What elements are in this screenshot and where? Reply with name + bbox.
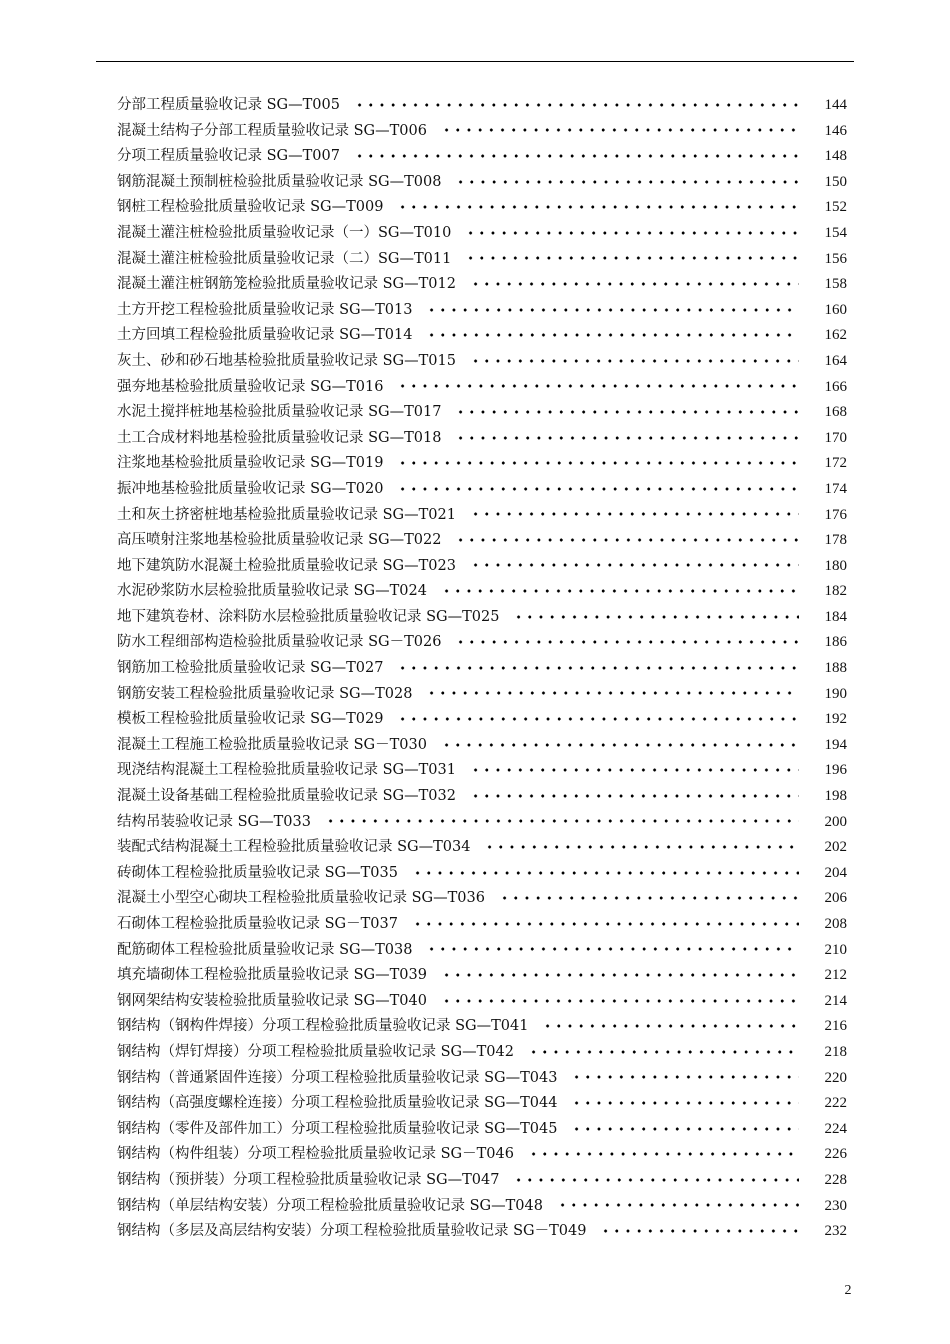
toc-entry[interactable] <box>117 272 847 298</box>
dot-leader <box>499 896 799 900</box>
toc-entry-title: 钢桩工程检验批质量验收记录 SG—T009 <box>117 199 384 216</box>
dot-leader <box>455 538 799 542</box>
toc-entry[interactable] <box>117 1014 847 1040</box>
dot-leader <box>465 231 799 235</box>
dot-leader <box>470 768 799 772</box>
dot-leader <box>528 1050 799 1054</box>
toc-entry[interactable] <box>117 144 847 170</box>
toc-entry-title: 强夯地基检验批质量验收记录 SG—T016 <box>117 378 384 395</box>
toc-entry-page-number: 212 <box>824 967 847 984</box>
toc-entry-page-number: 166 <box>824 378 847 395</box>
toc-entry-page-number: 178 <box>824 532 847 549</box>
toc-entry-page-number: 194 <box>824 736 847 753</box>
toc-entry[interactable] <box>117 707 847 733</box>
toc-entry-page-number: 150 <box>824 173 847 190</box>
toc-entry-title: 钢筋混凝土预制桩检验批质量验收记录 SG—T008 <box>117 173 442 190</box>
dot-leader <box>426 333 799 337</box>
toc-entry-page-number: 200 <box>824 813 847 830</box>
toc-entry[interactable] <box>117 554 847 580</box>
toc-entry-page-number: 162 <box>824 327 847 344</box>
toc-entry[interactable] <box>117 989 847 1015</box>
toc-entry-page-number: 198 <box>824 788 847 805</box>
toc-entry-title: 分项工程质量验收记录 SG—T007 <box>117 148 340 165</box>
toc-entry[interactable] <box>117 1091 847 1117</box>
toc-entry[interactable] <box>117 938 847 964</box>
toc-entry-title: 钢结构（普通紧固件连接）分项工程检验批质量验收记录 SG—T043 <box>117 1069 558 1086</box>
toc-entry-title: 水泥土搅拌桩地基检验批质量验收记录 SG—T017 <box>117 404 442 421</box>
toc-entry-title: 钢结构（构件组装）分项工程检验批质量验收记录 SG－T046 <box>117 1146 514 1163</box>
dot-leader <box>455 180 799 184</box>
toc-entry-page-number: 154 <box>824 224 847 241</box>
toc-entry[interactable] <box>117 784 847 810</box>
toc-entry[interactable] <box>117 810 847 836</box>
toc-entry[interactable] <box>117 170 847 196</box>
toc-entry-title: 钢结构（单层结构安装）分项工程检验批质量验收记录 SG—T048 <box>117 1197 543 1214</box>
toc-entry[interactable] <box>117 298 847 324</box>
toc-entry-page-number: 164 <box>824 352 847 369</box>
toc-entry[interactable] <box>117 886 847 912</box>
toc-entry-page-number: 188 <box>824 660 847 677</box>
toc-entry[interactable] <box>117 912 847 938</box>
toc-entry[interactable] <box>117 682 847 708</box>
toc-entry[interactable] <box>117 1168 847 1194</box>
toc-entry-title: 钢结构（多层及高层结构安装）分项工程检验批质量验收记录 SG－T049 <box>117 1223 587 1240</box>
toc-entry-title: 土方回填工程检验批质量验收记录 SG—T014 <box>117 327 413 344</box>
toc-entry-title: 土工合成材料地基检验批质量验收记录 SG—T018 <box>117 429 442 446</box>
toc-entry-page-number: 184 <box>824 608 847 625</box>
toc-entry[interactable] <box>117 963 847 989</box>
dot-leader <box>412 871 799 875</box>
dot-leader <box>470 563 799 567</box>
toc-entry-title: 现浇结构混凝土工程检验批质量验收记录 SG—T031 <box>117 762 456 779</box>
toc-entry-title: 灰土、砂和砂石地基检验批质量验收记录 SG—T015 <box>117 352 456 369</box>
toc-entry-title: 水泥砂浆防水层检验批质量验收记录 SG—T024 <box>117 583 427 600</box>
toc-entry-page-number: 168 <box>824 404 847 421</box>
dot-leader <box>455 640 799 644</box>
toc-entry[interactable] <box>117 247 847 273</box>
page-number: 2 <box>844 1283 852 1298</box>
toc-entry[interactable] <box>117 1040 847 1066</box>
dot-leader <box>571 1127 799 1131</box>
toc-entry-title: 混凝土灌注桩检验批质量验收记录（一）SG—T010 <box>117 224 452 241</box>
toc-entry-page-number: 202 <box>824 839 847 856</box>
toc-entry[interactable] <box>117 503 847 529</box>
toc-entry-title: 土和灰土挤密桩地基检验批质量验收记录 SG—T021 <box>117 506 456 523</box>
toc-entry[interactable] <box>117 119 847 145</box>
toc-entry-page-number: 174 <box>824 480 847 497</box>
toc-entry-page-number: 144 <box>824 97 847 113</box>
toc-entry[interactable] <box>117 528 847 554</box>
dot-leader <box>397 666 799 670</box>
toc-entry-title: 钢结构（钢构件焊接）分项工程检验批质量验收记录 SG—T041 <box>117 1018 529 1035</box>
toc-entry[interactable] <box>117 221 847 247</box>
dot-leader <box>426 308 799 312</box>
dot-leader <box>441 128 799 132</box>
toc-entry-title: 填充墙砌体工程检验批质量验收记录 SG—T039 <box>117 967 427 984</box>
dot-leader <box>441 589 799 593</box>
dot-leader <box>557 1203 799 1207</box>
toc-entry-title: 地下建筑防水混凝土检验批质量验收记录 SG—T023 <box>117 557 456 574</box>
toc-entry-title: 地下建筑卷材、涂料防水层检验批质量验收记录 SG—T025 <box>117 608 500 625</box>
toc-entry-title: 防水工程细部构造检验批质量验收记录 SG－T026 <box>117 634 442 651</box>
dot-leader <box>441 973 799 977</box>
toc-entry-page-number: 172 <box>824 455 847 472</box>
toc-entry-title: 土方开挖工程检验批质量验收记录 SG—T013 <box>117 301 413 318</box>
dot-leader <box>470 359 799 363</box>
dot-leader <box>325 819 799 823</box>
toc-entry[interactable] <box>117 93 847 119</box>
toc-entry-title: 配筋砌体工程检验批质量验收记录 SG—T038 <box>117 941 413 958</box>
dot-leader <box>455 436 799 440</box>
dot-leader <box>397 205 799 209</box>
dot-leader <box>426 691 799 695</box>
toc-entry-title: 钢筋安装工程检验批质量验收记录 SG—T028 <box>117 685 413 702</box>
toc-entry[interactable] <box>117 835 847 861</box>
toc-entry[interactable] <box>117 1117 847 1143</box>
dot-leader <box>441 743 799 747</box>
toc-entry[interactable] <box>117 451 847 477</box>
toc-entry-page-number: 218 <box>824 1043 847 1060</box>
toc-entry-page-number: 222 <box>824 1095 847 1112</box>
toc-entry-page-number: 230 <box>824 1197 847 1214</box>
dot-leader <box>397 384 799 388</box>
toc-entry-title: 混凝土工程施工检验批质量验收记录 SG－T030 <box>117 736 427 753</box>
toc-entry[interactable] <box>117 400 847 426</box>
toc-entry-title: 混凝土灌注桩钢筋笼检验批质量验收记录 SG—T012 <box>117 276 456 293</box>
toc-entry[interactable] <box>117 579 847 605</box>
toc-entry-page-number: 180 <box>824 557 847 574</box>
toc-entry[interactable] <box>117 195 847 221</box>
dot-leader <box>426 947 799 951</box>
dot-leader <box>354 103 799 107</box>
toc-entry[interactable] <box>117 758 847 784</box>
toc-entry-title: 钢结构（高强度螺栓连接）分项工程检验批质量验收记录 SG—T044 <box>117 1095 558 1112</box>
toc-entry[interactable] <box>117 1194 847 1220</box>
dot-leader <box>397 717 799 721</box>
toc-entry-page-number: 228 <box>824 1171 847 1188</box>
toc-entry-page-number: 226 <box>824 1146 847 1163</box>
toc-entry[interactable] <box>117 861 847 887</box>
dot-leader <box>542 1024 799 1028</box>
toc-entry-title: 装配式结构混凝土工程检验批质量验收记录 SG—T034 <box>117 839 471 856</box>
toc-entry-title: 结构吊装验收记录 SG—T033 <box>117 813 311 830</box>
toc-entry[interactable] <box>117 630 847 656</box>
dot-leader <box>528 1152 799 1156</box>
toc-entry-title: 混凝土灌注桩检验批质量验收记录（二）SG—T011 <box>117 250 452 267</box>
dot-leader <box>455 410 799 414</box>
toc-entry-page-number: 158 <box>824 276 847 293</box>
dot-leader <box>354 154 799 158</box>
toc-entry[interactable] <box>117 1142 847 1168</box>
toc-entry-page-number: 170 <box>824 429 847 446</box>
toc-entry-page-number: 208 <box>824 916 847 932</box>
dot-leader <box>571 1101 799 1105</box>
toc-entry-page-number: 216 <box>824 1018 847 1035</box>
dot-leader <box>470 512 799 516</box>
toc-entry-title: 钢结构（焊钉焊接）分项工程检验批质量验收记录 SG—T042 <box>117 1043 514 1060</box>
toc-entry-page-number: 186 <box>824 634 847 651</box>
toc-entry-title: 钢筋加工检验批质量验收记录 SG—T027 <box>117 660 384 677</box>
toc-entry-page-number: 176 <box>824 506 847 523</box>
toc-entry-page-number: 232 <box>824 1223 847 1240</box>
toc-entry-page-number: 148 <box>824 148 847 165</box>
toc-entry[interactable] <box>117 605 847 631</box>
toc-entry[interactable] <box>117 656 847 682</box>
toc-entry-page-number: 152 <box>824 199 847 216</box>
toc-entry-title: 分部工程质量验收记录 SG—T005 <box>117 97 340 113</box>
toc-entry-page-number: 214 <box>824 992 847 1009</box>
dot-leader <box>412 922 799 926</box>
toc-entry[interactable] <box>117 375 847 401</box>
toc-entry-page-number: 146 <box>824 122 847 139</box>
toc-entry[interactable] <box>117 323 847 349</box>
toc-entry-title: 混凝土设备基础工程检验批质量验收记录 SG—T032 <box>117 788 456 805</box>
dot-leader <box>465 256 799 260</box>
dot-leader <box>470 794 799 798</box>
dot-leader <box>470 282 799 286</box>
toc-entry-page-number: 220 <box>824 1069 847 1086</box>
toc-entry-page-number: 156 <box>824 250 847 267</box>
toc-entry-title: 砖砌体工程检验批质量验收记录 SG—T035 <box>117 864 398 881</box>
table-of-contents <box>117 93 847 1245</box>
toc-entry-title: 钢结构（零件及部件加工）分项工程检验批质量验收记录 SG—T045 <box>117 1120 558 1137</box>
toc-entry[interactable] <box>117 477 847 503</box>
toc-entry-page-number: 192 <box>824 711 847 728</box>
dot-leader <box>513 1178 799 1182</box>
toc-entry[interactable] <box>117 349 847 375</box>
dot-leader <box>600 1229 799 1233</box>
toc-entry-page-number: 206 <box>824 890 847 907</box>
toc-entry-page-number: 196 <box>824 762 847 779</box>
dot-leader <box>571 1075 799 1079</box>
toc-entry-page-number: 210 <box>824 941 847 958</box>
dot-leader <box>513 615 799 619</box>
toc-entry-page-number: 182 <box>824 583 847 600</box>
toc-entry-title: 钢网架结构安装检验批质量验收记录 SG—T040 <box>117 992 427 1009</box>
toc-entry-title: 模板工程检验批质量验收记录 SG—T029 <box>117 711 384 728</box>
dot-leader <box>397 487 799 491</box>
toc-entry-page-number: 160 <box>824 301 847 318</box>
toc-entry-page-number: 204 <box>824 864 847 881</box>
dot-leader <box>441 999 799 1003</box>
toc-entry-page-number: 224 <box>824 1120 847 1137</box>
header-rule <box>96 61 854 62</box>
toc-entry-page-number: 190 <box>824 685 847 702</box>
toc-entry-title: 振冲地基检验批质量验收记录 SG—T020 <box>117 480 384 497</box>
toc-entry-title: 注浆地基检验批质量验收记录 SG—T019 <box>117 455 384 472</box>
dot-leader <box>397 461 799 465</box>
toc-entry[interactable] <box>117 733 847 759</box>
toc-entry[interactable] <box>117 426 847 452</box>
toc-entry-title: 钢结构（预拼装）分项工程检验批质量验收记录 SG—T047 <box>117 1171 500 1188</box>
toc-entry[interactable] <box>117 1066 847 1092</box>
toc-entry-title: 混凝土结构子分部工程质量验收记录 SG—T006 <box>117 122 427 139</box>
toc-entry[interactable] <box>117 1219 847 1245</box>
dot-leader <box>484 845 799 849</box>
toc-entry-title: 石砌体工程检验批质量验收记录 SG－T037 <box>117 916 398 932</box>
toc-entry-title: 高压喷射注浆地基检验批质量验收记录 SG—T022 <box>117 532 442 549</box>
toc-entry-title: 混凝土小型空心砌块工程检验批质量验收记录 SG—T036 <box>117 890 485 907</box>
